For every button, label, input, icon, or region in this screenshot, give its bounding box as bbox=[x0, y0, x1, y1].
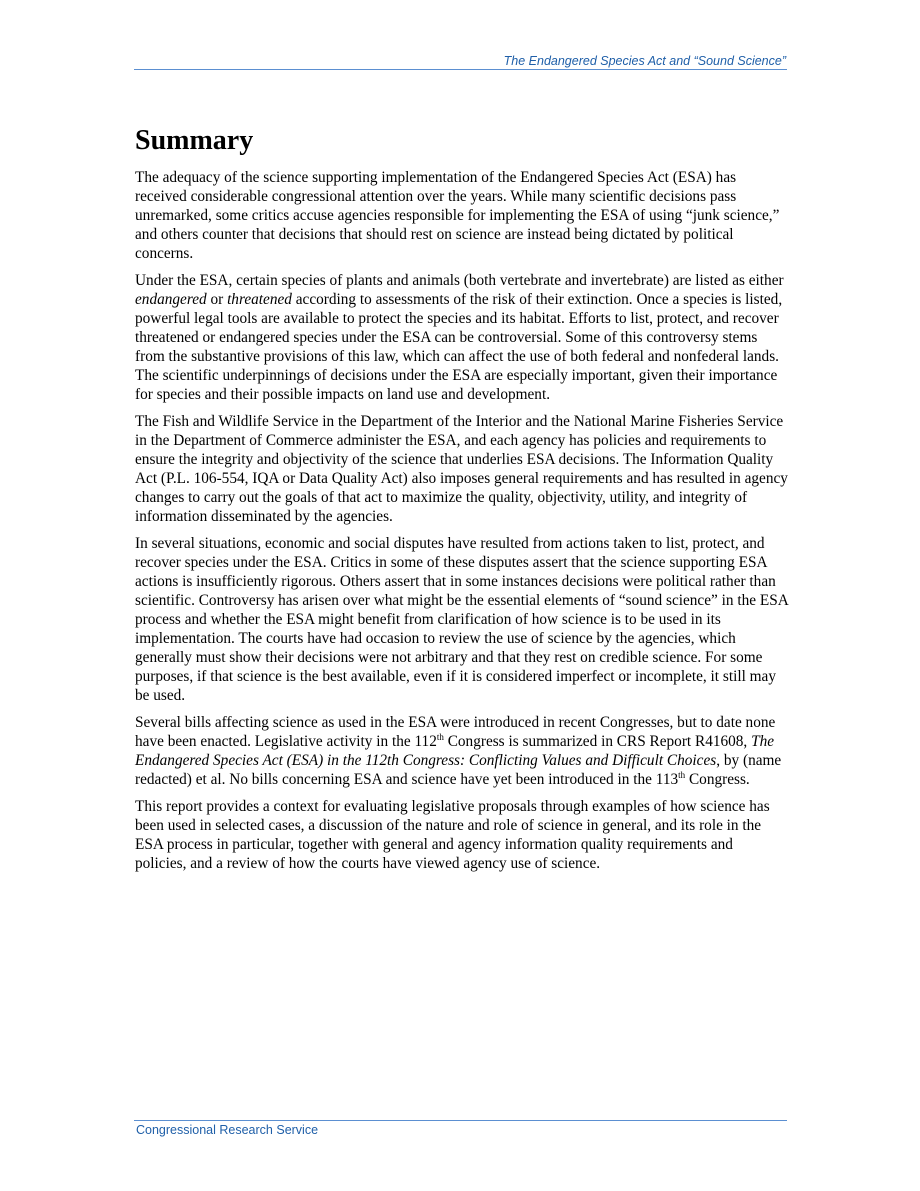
paragraph-4: In several situations, economic and social disputes have resulted from actions taken to list, protect, and recover species under the ESA. Critics in some of these disputes assert that the science supporting ESA actions is insufficiently rigorous. Others assert that in some instances decisions were political rather than scientific. Controversy has arisen over what might be the essential elements of “sound science” in the ESA process and whether the ESA might benefit from clarification of how science is to be used in its implementation. The courts have had occasion to review the use of science by the agencies, which generally must show their decisions were not arbitrary and that they rest on credible science. For some purposes, if that science is the best available, even if it is considered imperfect or incomplete, it still may be used. bbox=[135, 535, 788, 704]
report-title: The Endangered Species Act (ESA) in the 112th Congress: Conflicting Values and Difficult Choices bbox=[135, 733, 775, 769]
paragraph-5-text-a: Several bills affecting science as used in the ESA were introduced in recent Congresses, but to date none have been enacted. Legislative activity in the 112 bbox=[135, 714, 776, 750]
footer-organization: Congressional Research Service bbox=[136, 1123, 319, 1137]
paragraph-3: The Fish and Wildlife Service in the Department of the Interior and the National Marine Fisheries Service in the Department of Commerce administer the ESA, and each agency has policies and requirements to ensure the integrity and objectivity of the science that underlies ESA decisions. The Information Quality Act (P.L. 106-554, IQA or Data Quality Act) also imposes general requirements and has resulted in agency changes to carry out the goals of that act to maximize the quality, objectivity, utility, and integrity of information disseminated by the agencies. bbox=[135, 413, 788, 525]
ordinal-suffix: th bbox=[678, 770, 686, 780]
paragraph-1: The adequacy of the science supporting implementation of the Endangered Species Act (ESA) has received considerable congressional attention over the years. While many scientific decisions pass unremarked, some critics accuse agencies responsible for implementing the ESA of using “junk science,” and others counter that decisions that should rest on science are instead being dictated by political concerns. bbox=[135, 169, 780, 262]
paragraph-2-text-b: or bbox=[206, 291, 228, 308]
summary-body bbox=[135, 168, 788, 881]
paragraph-2-text-c: according to assessments of the risk of their extinction. Once a species is listed, powerful legal tools are available to protect the species and its habitat. Efforts to list, protect, and recover threatened or endangered species under the ESA can be controversial. Some of this controversy stems from the substantive provisions of this law, which can affect the use of both federal and nonfederal lands. The scientific underpinnings of decisions under the ESA are especially important, given their importance for species and their possible impacts on land use and development. bbox=[135, 291, 783, 403]
term-threatened: threatened bbox=[227, 291, 292, 308]
paragraph-6: This report provides a context for evaluating legislative proposals through examples of how science has been used in selected cases, a discussion of the nature and role of science in general, and its role in the ESA process in particular, together with general and agency information quality requirements and policies, and a review of how the courts have viewed agency use of science. bbox=[135, 798, 770, 872]
running-header-title: The Endangered Species Act and “Sound Science” bbox=[503, 54, 786, 68]
paragraph-5-text-b: Congress is summarized in CRS Report R41608, bbox=[443, 733, 752, 750]
ordinal-suffix: th bbox=[436, 732, 444, 742]
paragraph-5-text-c: , by (name redacted) et al. No bills concerning ESA and science have yet been introduced in the 113 bbox=[135, 752, 782, 788]
term-endangered: endangered bbox=[135, 291, 207, 308]
summary-heading: Summary bbox=[135, 125, 254, 156]
paragraph-5 bbox=[135, 713, 788, 789]
header-rule bbox=[134, 69, 787, 70]
paragraph-5-text-d: Congress. bbox=[685, 771, 750, 788]
footer-rule bbox=[134, 1120, 787, 1121]
paragraph-2-text-a: Under the ESA, certain species of plants and animals (both vertebrate and invertebrate) are listed as either bbox=[135, 272, 784, 289]
paragraph-2 bbox=[135, 271, 788, 404]
